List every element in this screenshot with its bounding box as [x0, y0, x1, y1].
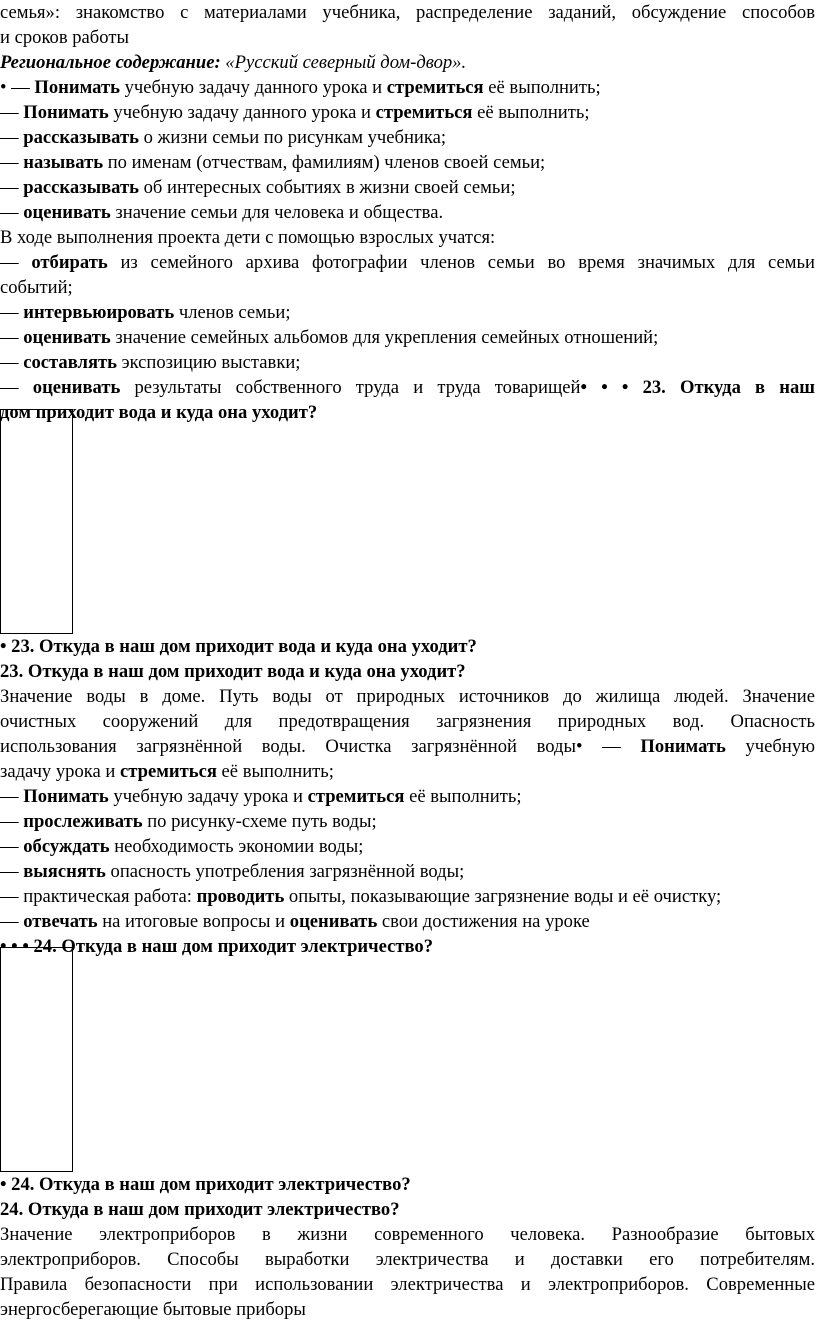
dash: —	[0, 127, 24, 148]
text: опыты, показывающие загрязнение воды и её очистку;	[284, 886, 722, 907]
list-item	[0, 250, 815, 275]
dash: —	[0, 102, 24, 123]
verb: оценивать	[23, 202, 111, 223]
list-item	[0, 859, 464, 884]
paragraph-line: энергосберегающие бытовые приборы	[0, 1299, 306, 1320]
text: её выполнить;	[483, 77, 601, 98]
dash: —	[0, 202, 24, 223]
list-item	[0, 175, 516, 200]
list-item	[0, 125, 446, 150]
verb: стремиться	[307, 786, 405, 807]
list-item	[0, 200, 443, 225]
list-item	[0, 834, 363, 859]
verb: интервьюировать	[23, 302, 175, 323]
list-item	[0, 884, 721, 909]
text: учебную задачу данного урока и	[108, 102, 376, 123]
dash: —	[0, 152, 24, 173]
bullet-dash: • —	[575, 736, 641, 757]
dash: —	[0, 886, 24, 907]
regional-label: Региональное содержание:	[0, 52, 221, 73]
dash: —	[0, 177, 24, 198]
bullet-dash: • —	[0, 77, 35, 98]
text: её выполнить;	[404, 786, 522, 807]
list-item	[0, 350, 300, 375]
text: значение семейных альбомов для укрепления семейных отношений;	[110, 327, 659, 348]
list-item	[0, 909, 590, 934]
text-line: событий;	[0, 277, 73, 298]
text: членов семьи;	[174, 302, 291, 323]
text: из семейного архива фотографии членов семьи во время значимых для семьи	[107, 252, 815, 273]
verb: отвечать	[23, 911, 98, 932]
text: использования загрязнённой воды. Очистка загрязнённой воды	[0, 736, 576, 757]
verb: Понимать	[640, 736, 726, 757]
text: значение семьи для человека и общества.	[110, 202, 444, 223]
image-placeholder	[0, 409, 73, 634]
regional-content-line	[0, 50, 466, 75]
paragraph-line	[0, 734, 815, 759]
section-heading: 24. Откуда в наш дом приходит электричество?	[0, 1199, 400, 1220]
text-line: семья»: знакомство с материалами учебника, распределение заданий, обсуждение способов	[0, 2, 815, 23]
dash: —	[0, 836, 24, 857]
list-item	[0, 75, 601, 100]
text: опасность употребления загрязнённой воды;	[105, 861, 465, 882]
verb: Понимать	[23, 786, 109, 807]
text-line: и сроков работы	[0, 27, 129, 48]
list-item	[0, 375, 815, 400]
verb: стремиться	[120, 761, 217, 782]
text: по именам (отчествам, фамилиям) членов своей семьи;	[103, 152, 546, 173]
verb: Понимать	[23, 102, 109, 123]
list-item	[0, 100, 590, 125]
verb: оценивать	[23, 327, 111, 348]
dash: —	[0, 302, 24, 323]
paragraph-line: Значение электроприборов в жизни современного человека. Разнообразие бытовых	[0, 1224, 815, 1245]
paragraph-line: Правила безопасности при использовании электричества и электроприборов. Современные	[0, 1274, 815, 1295]
dash: —	[0, 861, 24, 882]
text: её выполнить;	[472, 102, 590, 123]
text: задачу урока и	[0, 761, 121, 782]
list-item	[0, 325, 658, 350]
verb: выяснять	[23, 861, 106, 882]
list-item	[0, 809, 377, 834]
list-item	[0, 784, 521, 809]
verb: прослеживать	[23, 811, 143, 832]
dash: —	[0, 327, 24, 348]
text: её выполнить;	[216, 761, 334, 782]
paragraph-line: электроприборов. Способы выработки электричества и доставки его потребителям.	[0, 1249, 815, 1270]
text: свои достижения на уроке	[377, 911, 590, 932]
verb: проводить	[196, 886, 285, 907]
text: об интересных событиях в жизни своей семьи;	[138, 177, 516, 198]
paragraph-line: Значение воды в доме. Путь воды от природных источников до жилища людей. Значение	[0, 686, 815, 707]
text: на итоговые вопросы и	[97, 911, 290, 932]
text: учебную задачу урока и	[108, 786, 308, 807]
list-item	[0, 150, 545, 175]
text: о жизни семьи по рисункам учебника;	[138, 127, 447, 148]
verb: называть	[23, 152, 104, 173]
dash: —	[0, 377, 33, 398]
verb: Понимать	[34, 77, 120, 98]
list-item	[0, 300, 291, 325]
paragraph-line	[0, 759, 334, 784]
text: учебную	[725, 736, 816, 757]
section-bullet-heading: • 23. Откуда в наш дом приходит вода и куда она уходит?	[0, 636, 477, 657]
verb: стремиться	[375, 102, 473, 123]
text: практическая работа:	[23, 886, 197, 907]
dash: —	[0, 811, 24, 832]
dash: —	[0, 252, 32, 273]
regional-value: «Русский северный дом-двор».	[220, 52, 467, 73]
verb: отбирать	[31, 252, 108, 273]
verb: обсуждать	[23, 836, 110, 857]
text-line: В ходе выполнения проекта дети с помощью взрослых учатся:	[0, 227, 496, 248]
verb: составлять	[23, 352, 117, 373]
section-heading: 23. Откуда в наш дом приходит вода и куда она уходит?	[0, 661, 466, 682]
text: экспозицию выставки;	[116, 352, 301, 373]
dash: —	[0, 786, 24, 807]
text: необходимость экономии воды;	[109, 836, 364, 857]
image-placeholder	[0, 947, 73, 1172]
text: учебную задачу данного урока и	[119, 77, 387, 98]
bullets: • • •	[580, 377, 629, 398]
text: результаты собственного труда и труда товарищей	[120, 377, 581, 398]
verb: стремиться	[386, 77, 484, 98]
verb: рассказывать	[23, 127, 139, 148]
heading-fragment: 23. Откуда в наш	[628, 377, 815, 398]
paragraph-line: очистных сооружений для предотвращения загрязнения природных вод. Опасность	[0, 711, 815, 732]
verb: рассказывать	[23, 177, 139, 198]
verb: оценивать	[289, 911, 378, 932]
dash: —	[0, 352, 24, 373]
heading-continuation: дом приходит вода и куда она уходит?	[0, 402, 318, 423]
text: по рисунку-схеме путь воды;	[142, 811, 377, 832]
verb: оценивать	[32, 377, 121, 398]
section-bullet-heading: • • • 24. Откуда в наш дом приходит электричество?	[0, 936, 433, 957]
dash: —	[0, 911, 24, 932]
section-bullet-heading: • 24. Откуда в наш дом приходит электричество?	[0, 1174, 411, 1195]
